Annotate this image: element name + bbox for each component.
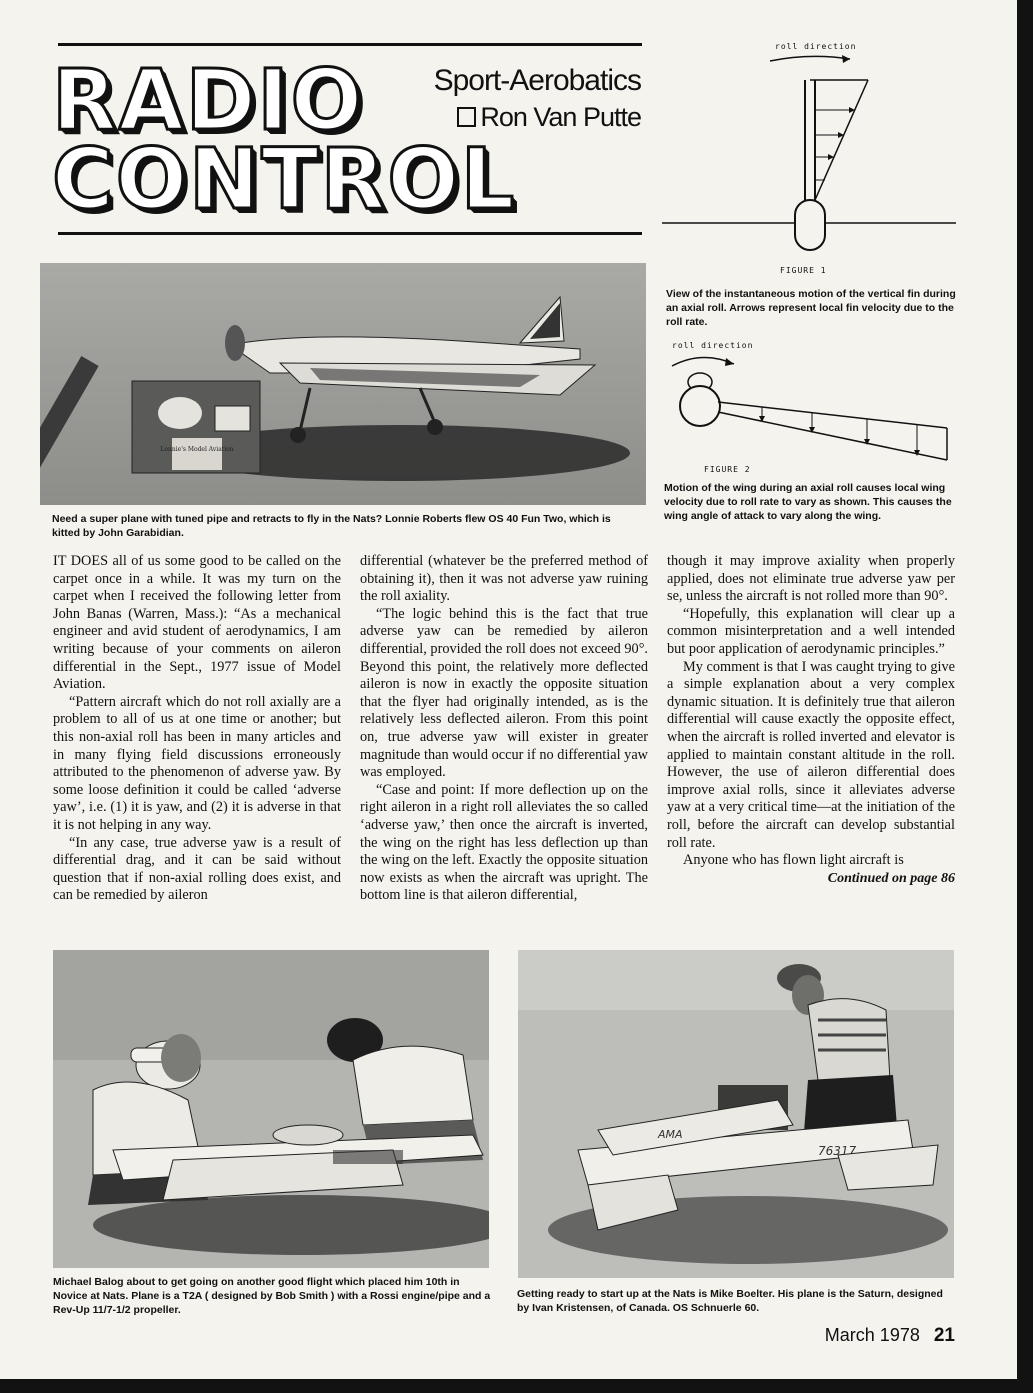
article-column-1 [53, 553, 341, 905]
photo-michael-balog [53, 950, 489, 1268]
top-photo-caption: Need a super plane with tuned pipe and retracts to fly in the Nats? Lonnie Roberts flew OS 40 Fun Two, which is kitted by John Garabidian. [52, 513, 611, 539]
author-byline: Ron Van Putte [457, 102, 641, 133]
col3-paragraph-3: My comment is that I was caught trying to give a simple explanation about a very complex dynamic situation. It is definitely true that aileron differential will cause exactly the opposite effect, when the aircraft is rolled inverted and elevator is applied to maintain constant altitude in the roll. However, the use of aileron differential does improve axial rolls, since it alleviates adverse yaw at a very critical time—at the initiation of the roll, before the aircraft can develop substantial roll rate. [667, 658, 955, 851]
figure-2-roll-label: roll direction [672, 341, 754, 350]
article-column-3 [667, 553, 955, 887]
svg-text:AMA: AMA [658, 1128, 683, 1141]
masthead-bottom-rule [58, 232, 642, 235]
figure-2-diagram [662, 338, 957, 478]
photo-mike-boelter [518, 950, 954, 1278]
photo-fun-two-plane [40, 263, 646, 505]
article-column-2 [360, 553, 648, 905]
bottom-left-caption: Michael Balog about to get going on another good flight which placed him 10th in Novice at Nats. Plane is a T2A ( designed by Bob Smith ) with a Rossi engine/pipe and a Rev-Up 11/7-1/2 propeller. [53, 1276, 491, 1316]
figure-1-diagram [660, 35, 960, 280]
scan-edge-bottom [0, 1379, 1033, 1393]
col1-paragraph-3: “In any case, true adverse yaw is a result of differential drag, and it can be said without question that if non-axial rolling does exist, and can be remedied by aileron [53, 834, 341, 904]
masthead-top-rule [58, 43, 642, 46]
page-number: 21 [933, 1325, 955, 1346]
figure-2-caption: Motion of the wing during an axial roll causes local wing velocity due to roll rate to vary as shown. This causes the wing angle of attack to vary along the wing. [664, 482, 952, 522]
scan-edge-right [1017, 0, 1033, 1393]
col3-paragraph-2: “Hopefully, this explanation will clear up a common misinterpretation and a well intended but poor application of aerodynamic principles.” [667, 605, 955, 657]
department-title: Sport-Aerobatics [433, 64, 641, 97]
svg-text:Lonnie's Model Aviation: Lonnie's Model Aviation [160, 446, 234, 453]
figure-2-title: FIGURE 2 [704, 465, 751, 474]
masthead-control: CONTROL [52, 130, 517, 228]
svg-text:76317: 76317 [818, 1144, 857, 1158]
byline-box-icon [457, 107, 476, 127]
col1-paragraph-2: “Pattern aircraft which do not roll axially are a problem to all of us at one time or another; but this non-axial roll has been in many articles and in many flying field discussions erroneously attributed to the phenomenon of adverse yaw. By some loose definition it could be called ‘adverse yaw’, i.e. (1) it is yaw, and (2) it is adverse in that it is not helping in any way. [53, 693, 341, 833]
masthead-radio: RADIO [52, 51, 365, 149]
figure-1-caption: View of the instantaneous motion of the vertical fin during an axial roll. Arrows represent local fin velocity due to the roll rate. [666, 288, 956, 328]
bottom-right-caption: Getting ready to start up at the Nats is Mike Boelter. His plane is the Saturn, designed by Ivan Kristensen, of Canada. OS Schnuerle 60. [517, 1288, 943, 1314]
issue-date: March 1978 [824, 1325, 920, 1345]
figure-1-roll-label: roll direction [775, 42, 857, 51]
continued-on-page: Continued on page 86 [827, 870, 955, 886]
col2-paragraph-1: differential (whatever be the preferred method of obtaining it), then it was not adverse yaw ruining the roll axiality. [360, 553, 648, 605]
col3-paragraph-1: though it may improve axiality when properly applied, does not eliminate true adverse yaw per se, unless the aircraft is not rolled more than 90°. [667, 553, 955, 605]
col2-paragraph-3: “Case and point: If more deflection up on the right aileron in a right roll alleviates the so called ‘adverse yaw,’ then once the aircraft is inverted, the wing on the right has less deflection up than the wing on the left. Exactly the opposite situation now exists as when the aircraft was upright. The bottom line is that aileron differential, [360, 781, 648, 904]
col2-paragraph-2: “The logic behind this is the fact that true adverse yaw can be remedied by aileron differential, provided the roll does not exceed 90°. Beyond this point, the relatively more deflected aileron is now in exactly the opposite situation that the flyer had originally intended, as is the relatively less deflected aileron. From this point on, true adverse yaw will exister in greater magnitude than would occur if no differential yaw was employed. [360, 605, 648, 781]
col3-paragraph-4: Anyone who has flown light aircraft is [683, 852, 904, 869]
field-box-sign [172, 438, 222, 470]
figure-1-title: FIGURE 1 [780, 266, 827, 275]
col1-paragraph-1: IT DOES all of us some good to be called on the carpet once in a while. It was my turn on the carpet when I received the following letter from John Banas (Warren, Mass.): “As a mechanical engineer and avid student of aerodynamics, I am writing because of your comments on aileron differential in the Sept., 1977 issue of Model Aviation. [53, 553, 341, 693]
page-folio [825, 1325, 955, 1347]
